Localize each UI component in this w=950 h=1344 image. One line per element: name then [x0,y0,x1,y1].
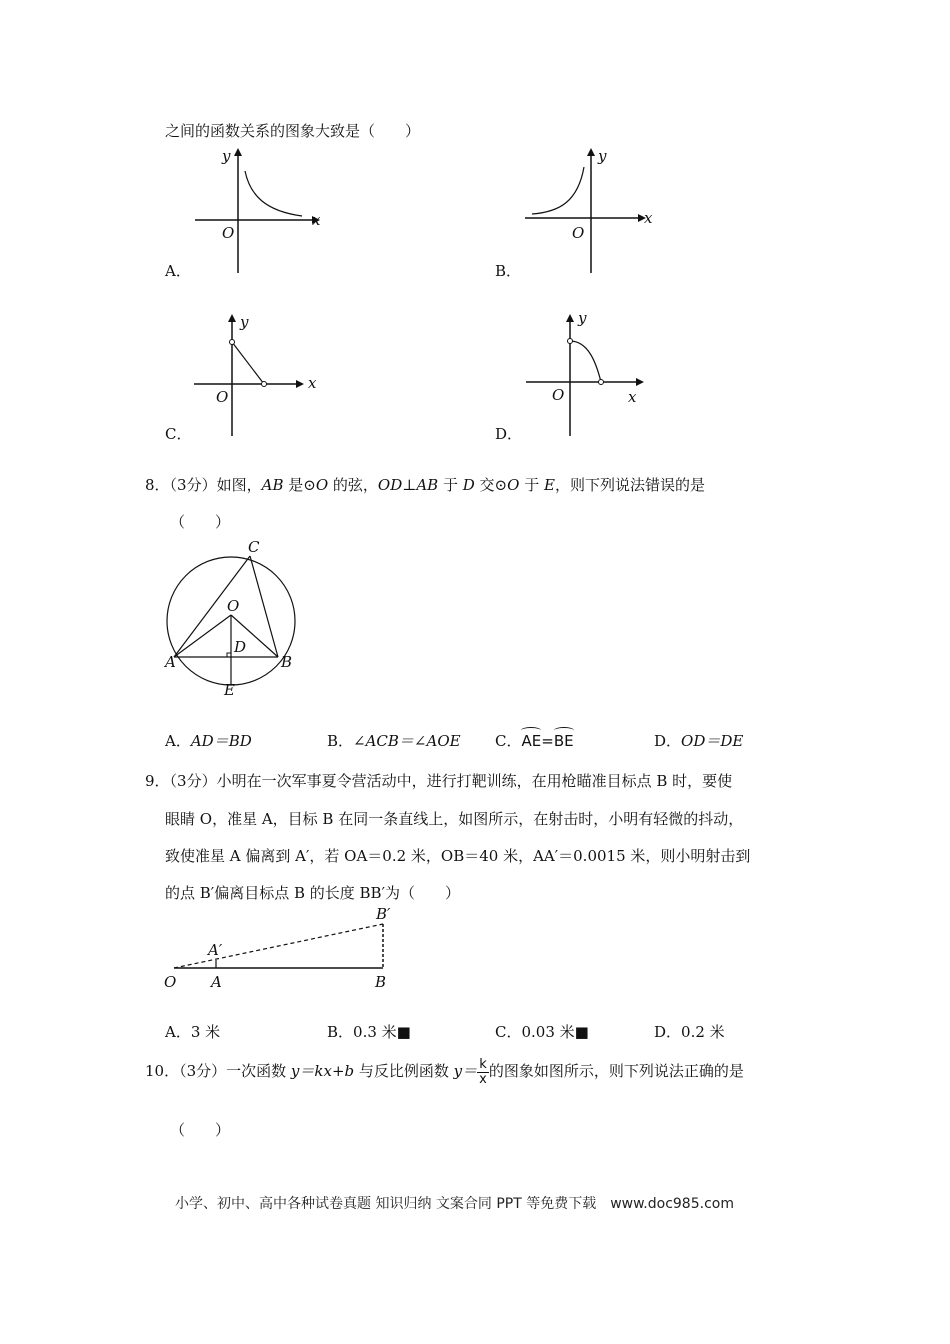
q10-score: （3分） [179,1062,227,1081]
q9-fig-label-aprime: A′ [208,941,223,959]
q8-text-d: ⊥ [402,476,417,494]
q8-text-g: 于 [519,476,544,494]
q9-stem-line2: 眼睛 O，准星 A，目标 B 在同一条直线上，如图所示，在射击时，小明有轻微的抖动， [165,810,744,828]
q8-od: OD [377,476,403,494]
q8-text-h: ，则下列说法错误的是 [554,476,705,494]
q9-stem-line1: 9．（3分）小明在一次军事夏令营活动中，进行打靶训练，在用枪瞄准目标点 B 时，要使 [145,772,733,790]
q8-option-a[interactable] [165,730,252,751]
q8-o2: O [507,476,520,494]
q7c-x-label: x [308,374,317,392]
q9-stem-line3: 致使准星 A 偏离到 A′，若 OA＝0.2 米，OB＝40 米，AA′＝0.0015 米，则小明射击到 [165,847,751,865]
q10-number: 10． [145,1062,180,1081]
q8-number: 8． [145,476,170,494]
q8-d: D [462,476,475,494]
q7-option-b-label[interactable]: B． [495,262,522,280]
q10-stem-line1 [145,1058,744,1086]
q8-text-b: 是⊙ [283,476,316,494]
q7c-y-label: y [240,313,249,331]
q7-graph-c [190,310,330,440]
q8-option-a-text: AD＝BD [190,732,252,750]
q8-fig-label-a: A [165,653,176,671]
q9-sight-figure [160,905,400,995]
q8-o1: O [315,476,329,494]
q9-fig-label-a: A [211,973,222,991]
q9-option-d[interactable]: D．0.2 米 [654,1023,725,1041]
q8-text-e: 于 [438,476,463,494]
q8-fig-label-c: C [248,538,260,556]
q8-e: E [543,476,555,494]
q8-option-c-arc-ae: AE [521,732,542,750]
q8-option-c[interactable] [495,730,574,751]
q10-frac-den: x [479,1071,487,1087]
q7-option-d-label[interactable]: D． [495,425,523,443]
q8-fig-label-e: E [224,681,235,699]
q9-stem-line4: 的点 B′偏离目标点 B 的长度 BB′为（ ） [165,884,460,902]
q8-text-f: 交⊙ [474,476,508,494]
q9-fig-label-o: O [164,973,177,991]
page-footer: 小学、初中、高中各种试卷真题 知识归纳 文案合同 PPT 等免费下载 www.doc985.com [175,1196,734,1212]
q10-text-a: 一次函数 [226,1062,291,1081]
q8-option-c-arc-be: BE [553,732,574,750]
q7c-origin-label: O [216,388,229,406]
q7-option-c-label[interactable]: C． [165,425,192,443]
q8-fig-label-d: D [234,638,247,656]
q8-circle-figure [160,535,310,705]
q7-graph-d [520,310,660,440]
q10-text-b: 与反比例函数 [354,1062,454,1081]
q8-option-c-label: C． [495,732,522,750]
q10-inverse-lhs: y＝ [453,1062,478,1081]
q7d-origin-label: O [552,386,565,404]
q8-option-d-label: D． [654,732,682,750]
q8-option-b-text: ∠ACB＝∠AOE [353,732,461,750]
q10-answer-paren: （ ） [170,1121,231,1139]
q8-option-a-label: A． [165,732,191,750]
q8-fig-label-b: B [281,653,293,671]
q7a-origin-label: O [222,224,235,242]
q8-option-d[interactable] [654,730,743,751]
q7b-origin-label: O [572,224,585,242]
q10-text-c: 的图象如图所示，则下列说法正确的是 [488,1062,744,1081]
q10-linear-fn: y＝kx+b [290,1062,355,1081]
q9-option-b[interactable]: B．0.3 米■ [327,1023,411,1041]
q8-option-b-label: B． [327,732,354,750]
q8-ab2: AB [416,476,439,494]
q10-fraction [477,1058,489,1086]
q8-answer-paren: （ ） [170,513,231,531]
q7-graph-b [520,145,660,275]
q9-fig-label-b: B [375,973,387,991]
q7d-x-label: x [628,388,637,406]
q8-option-d-text: OD＝DE [681,732,744,750]
q8-text-c: 的弦， [328,476,378,494]
q7-graph-a [190,145,330,275]
q8-ab: AB [261,476,284,494]
q9-option-a[interactable]: A．3 米 [165,1023,221,1041]
q9-fig-label-bprime: B′ [376,905,391,923]
q8-stem-line1 [145,474,705,495]
q10-frac-num: k [477,1058,489,1073]
q8-score: （3分） [169,476,217,494]
q7b-y-label: y [598,147,607,165]
q7a-x-label: x [312,211,321,229]
q7a-y-label: y [222,147,231,165]
q7-option-a-label[interactable]: A． [165,262,191,280]
q7b-x-label: x [644,209,653,227]
q7-stem-tail: 之间的函数关系的图象大致是（ ） [165,122,421,140]
q7d-y-label: y [578,309,587,327]
q8-fig-label-o: O [227,597,240,615]
q8-text-a: 如图， [216,476,262,494]
q8-option-b[interactable] [327,730,461,751]
q9-option-c[interactable]: C．0.03 米■ [495,1023,589,1041]
q8-option-c-eq: = [541,732,554,750]
